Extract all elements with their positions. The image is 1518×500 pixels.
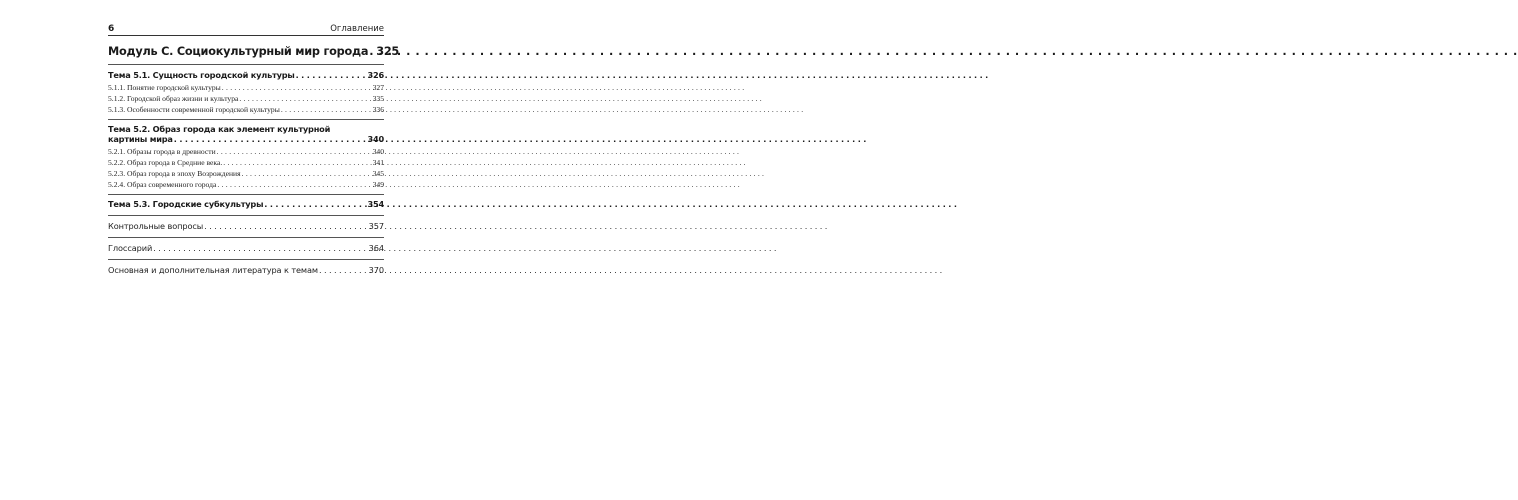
section-divider — [108, 194, 384, 195]
leader-dots — [242, 169, 372, 178]
section-divider — [108, 237, 384, 238]
backmatter-page: 364 — [368, 243, 384, 253]
leader-dots — [222, 83, 372, 92]
toc-subsection-entry[interactable] — [108, 105, 384, 114]
theme-page: 340 — [367, 134, 384, 144]
toc-subsection-entry[interactable] — [108, 83, 384, 92]
theme-title-line1: Тема 5.2. Образ города как элемент культурной — [108, 124, 331, 134]
leader-dots — [281, 105, 372, 114]
running-title: Оглавление — [330, 24, 384, 34]
subsection-title: 5.1.1. Понятие городской культуры — [108, 83, 221, 92]
toc-subsection-entry[interactable] — [108, 94, 384, 103]
module-page: 325 — [376, 45, 400, 58]
theme-title-line2: картины мира — [108, 134, 173, 144]
toc-theme-entry[interactable] — [108, 199, 384, 209]
leader-dots — [296, 70, 367, 80]
subsection-title: 5.2.2. Образ города в Средние века. — [108, 158, 223, 167]
theme-page: 354 — [367, 199, 384, 209]
leader-dots — [174, 134, 367, 144]
leader-dots — [217, 180, 371, 189]
module-title: Модуль С. Социокультурный мир города — [108, 45, 369, 58]
toc-backmatter-entry[interactable] — [108, 265, 384, 275]
section-divider — [108, 119, 384, 120]
theme-title: Тема 5.1. Сущность городской культуры — [108, 70, 295, 80]
toc-subsection-entry[interactable] — [108, 169, 384, 178]
page-header — [108, 20, 384, 36]
toc-theme-entry[interactable] — [108, 70, 384, 80]
leader-dots — [264, 199, 366, 209]
toc-subsection-entry[interactable] — [108, 147, 384, 156]
subsection-title: 5.2.4. Образ современного города — [108, 180, 217, 189]
theme-title-line2-row — [108, 134, 384, 144]
subsection-page: 327 — [372, 83, 384, 92]
leader-dots — [223, 158, 371, 167]
backmatter-title: Контрольные вопросы — [108, 221, 204, 231]
theme-page: 326 — [367, 70, 384, 80]
subsection-page: 341 — [372, 158, 384, 167]
subsection-page: 349 — [372, 180, 384, 189]
section-divider — [108, 64, 384, 65]
leader-dots — [153, 243, 367, 253]
subsection-page: 345 — [372, 169, 384, 178]
leader-dots — [239, 94, 371, 103]
toc-module-entry[interactable] — [108, 45, 400, 58]
subsection-page: 340 — [372, 147, 384, 156]
toc-subsection-entry[interactable] — [108, 158, 384, 167]
subsection-title: 5.2.3. Образ города в эпоху Возрождения — [108, 169, 241, 178]
section-divider — [108, 259, 384, 260]
backmatter-title: Глоссарий — [108, 243, 153, 253]
section-divider — [108, 215, 384, 216]
backmatter-page: 370 — [368, 265, 384, 275]
leader-dots — [204, 221, 368, 231]
subsection-title: 5.1.3. Особенности современной городской культуры — [108, 105, 280, 114]
subsection-page: 336 — [372, 105, 384, 114]
backmatter-title: Основная и дополнительная литература к темам — [108, 265, 318, 275]
toc-page — [108, 20, 400, 275]
theme-title: Тема 5.3. Городские субкультуры — [108, 199, 264, 209]
page-number: 6 — [108, 24, 115, 34]
toc-backmatter-entry[interactable] — [108, 221, 384, 231]
subsection-page: 335 — [372, 94, 384, 103]
toc-theme-entry[interactable] — [108, 124, 384, 144]
backmatter-page: 357 — [368, 221, 384, 231]
toc-backmatter-entry[interactable] — [108, 243, 384, 253]
subsection-title: 5.1.2. Городской образ жизни и культура — [108, 94, 239, 103]
leader-dots — [217, 147, 372, 156]
toc-subsection-entry[interactable] — [108, 180, 384, 189]
leader-dots — [369, 45, 375, 58]
leader-dots — [319, 265, 368, 275]
subsection-title: 5.2.1. Образы города в древности — [108, 147, 216, 156]
